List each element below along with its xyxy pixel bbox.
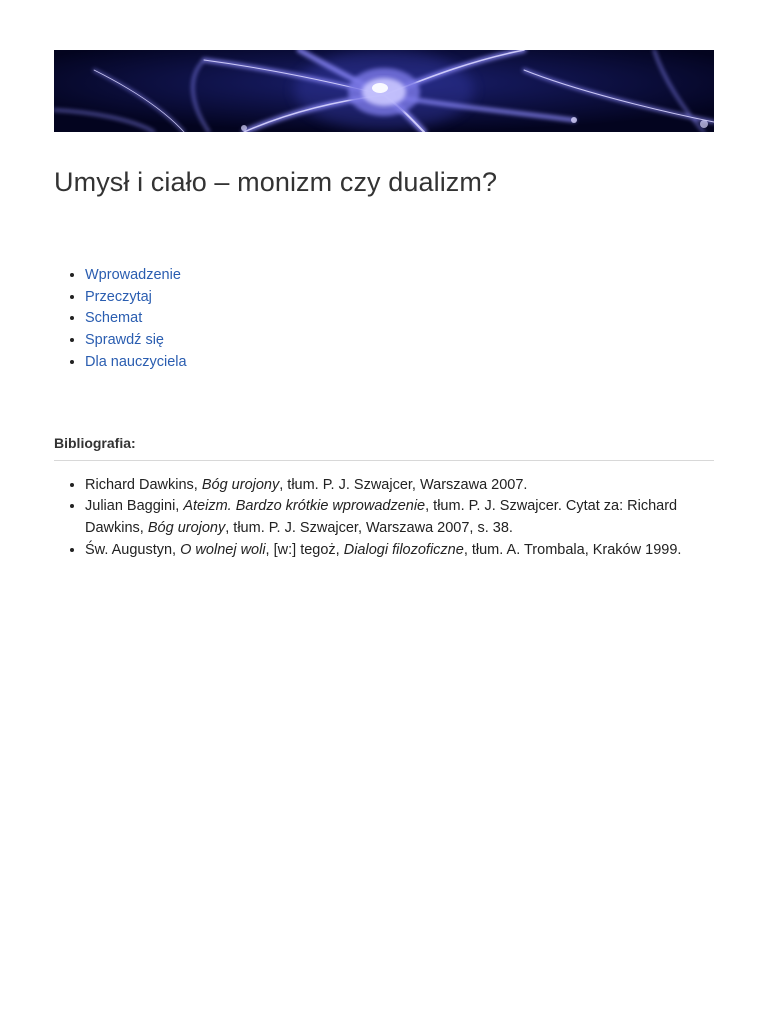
toc-item xyxy=(85,330,714,352)
entry-text: Richard Dawkins, xyxy=(85,476,202,493)
table-of-contents xyxy=(54,265,714,374)
book-title: Bóg urojony xyxy=(147,519,226,536)
page-content xyxy=(54,50,714,561)
toc-link-dla-nauczyciela[interactable]: Dla nauczyciela xyxy=(85,353,187,370)
toc-link-schemat[interactable]: Schemat xyxy=(85,310,143,327)
toc-item xyxy=(85,265,714,287)
toc-link-przeczytaj[interactable]: Przeczytaj xyxy=(85,288,152,305)
toc-item xyxy=(85,308,714,330)
bibliography-heading: Bibliografia: xyxy=(54,434,714,461)
entry-text: , tłum. A. Trombala, Kraków 1999. xyxy=(463,541,682,558)
entry-text: Julian Baggini, xyxy=(85,498,184,515)
book-title: Bóg urojony xyxy=(201,476,280,493)
book-title: O wolnej woli xyxy=(180,541,266,558)
entry-text: , [w:] tegoż, xyxy=(265,541,344,558)
bibliography-entry xyxy=(85,540,714,562)
toc-link-wprowadzenie[interactable]: Wprowadzenie xyxy=(85,267,181,283)
bibliography-list xyxy=(54,475,714,562)
bibliography-entry xyxy=(85,496,714,539)
entry-text: Św. Augustyn, xyxy=(85,541,181,558)
header-banner xyxy=(54,50,714,132)
toc-item xyxy=(85,287,714,309)
entry-text: , tłum. P. J. Szwajcer, Warszawa 2007. xyxy=(279,476,528,493)
toc-item xyxy=(85,352,714,374)
book-title: Ateizm. Bardzo krótkie wprowadzenie xyxy=(183,498,426,515)
entry-text: , tłum. P. J. Szwajcer, Warszawa 2007, s. 38. xyxy=(225,519,513,536)
toc-link-sprawdz-sie[interactable]: Sprawdź się xyxy=(85,332,164,349)
page-title: Umysł i ciało – monizm czy dualizm? xyxy=(54,167,498,197)
entry-text: , tłum. P. J. Szwajcer. Cytat za: Richard Dawkins, xyxy=(85,498,678,536)
book-title: Dialogi filozoficzne xyxy=(343,541,464,558)
bibliography-entry xyxy=(85,475,714,497)
neuron-image xyxy=(54,50,714,132)
